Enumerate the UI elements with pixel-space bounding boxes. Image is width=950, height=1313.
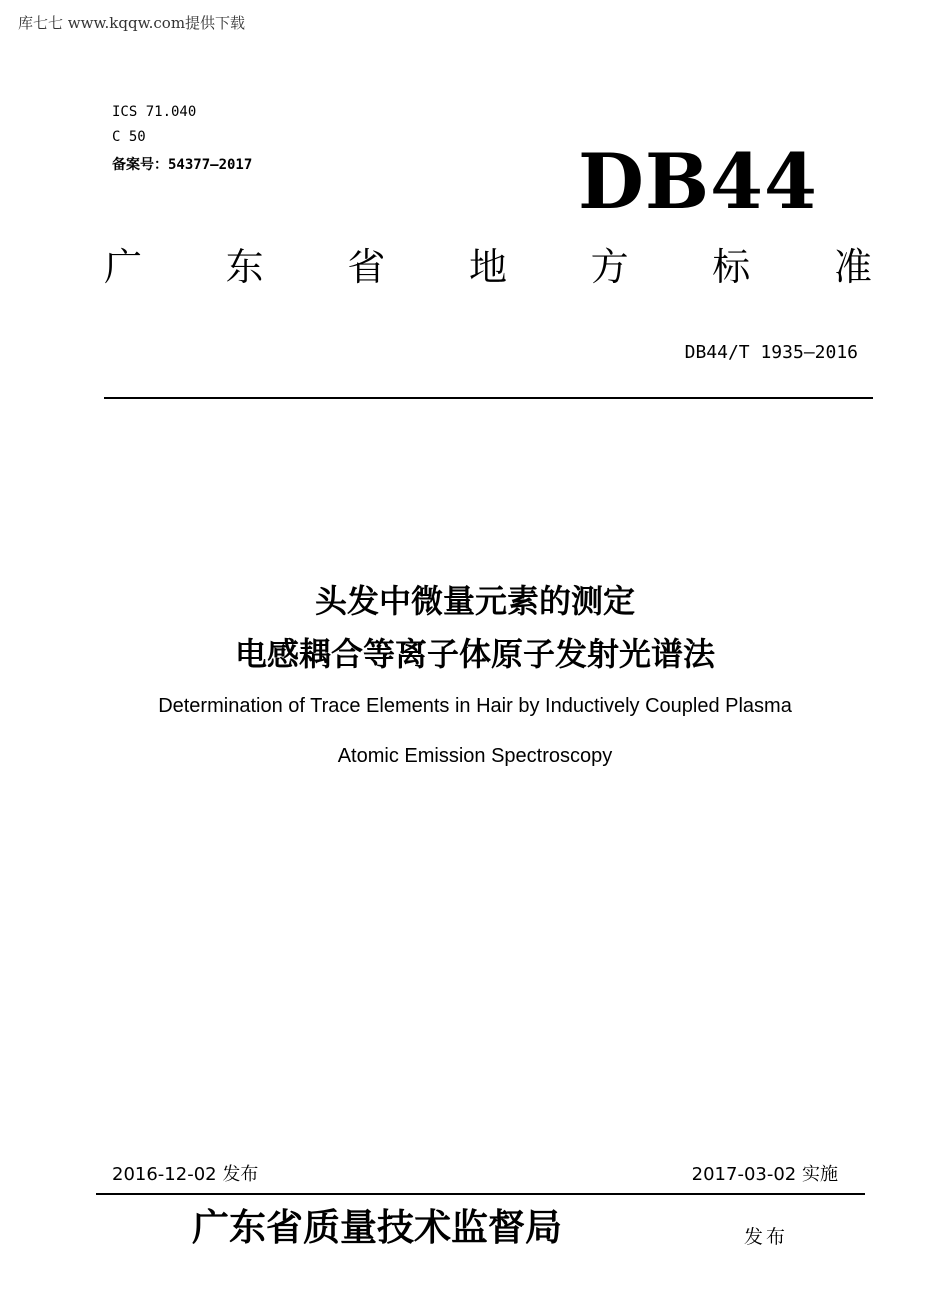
en-title-line2: Atomic Emission Spectroscopy: [337, 745, 613, 767]
record-number: 备案号：54377—2017: [112, 157, 253, 173]
watermark-text: 库七七 www.kqqw.com提供下载: [18, 14, 246, 32]
standard-type-char: 方: [590, 245, 629, 289]
standard-type-char: 东: [225, 245, 264, 289]
standard-type-char: 准: [833, 245, 872, 289]
cn-title-line1: 头发中微量元素的测定: [314, 582, 635, 620]
issuer-name: 广东省质量技术监督局: [192, 1205, 562, 1249]
ccs-code: C 50: [112, 129, 146, 145]
implement-date: 2017-03-02 实施: [691, 1164, 838, 1185]
cn-title-line2: 电感耦合等离子体原子发射光谱法: [234, 635, 715, 673]
standard-type-char: 广: [104, 245, 143, 289]
ics-code: ICS 71.040: [112, 104, 197, 120]
issuer-suffix: 发布: [744, 1226, 789, 1248]
standard-type-title: [104, 245, 872, 289]
standard-type-char: 地: [468, 245, 507, 289]
standard-type-char: 标: [712, 245, 751, 289]
footer-divider: [96, 1193, 865, 1195]
header-divider: [104, 397, 873, 399]
standard-code: DB44: [578, 137, 818, 226]
standard-number: DB44/T 1935—2016: [684, 342, 858, 363]
en-title-line1: Determination of Trace Elements in Hair by Inductively Coupled Plasma: [158, 695, 792, 717]
standard-type-char: 省: [347, 245, 386, 289]
publish-date: 2016-12-02 发布: [112, 1164, 259, 1185]
